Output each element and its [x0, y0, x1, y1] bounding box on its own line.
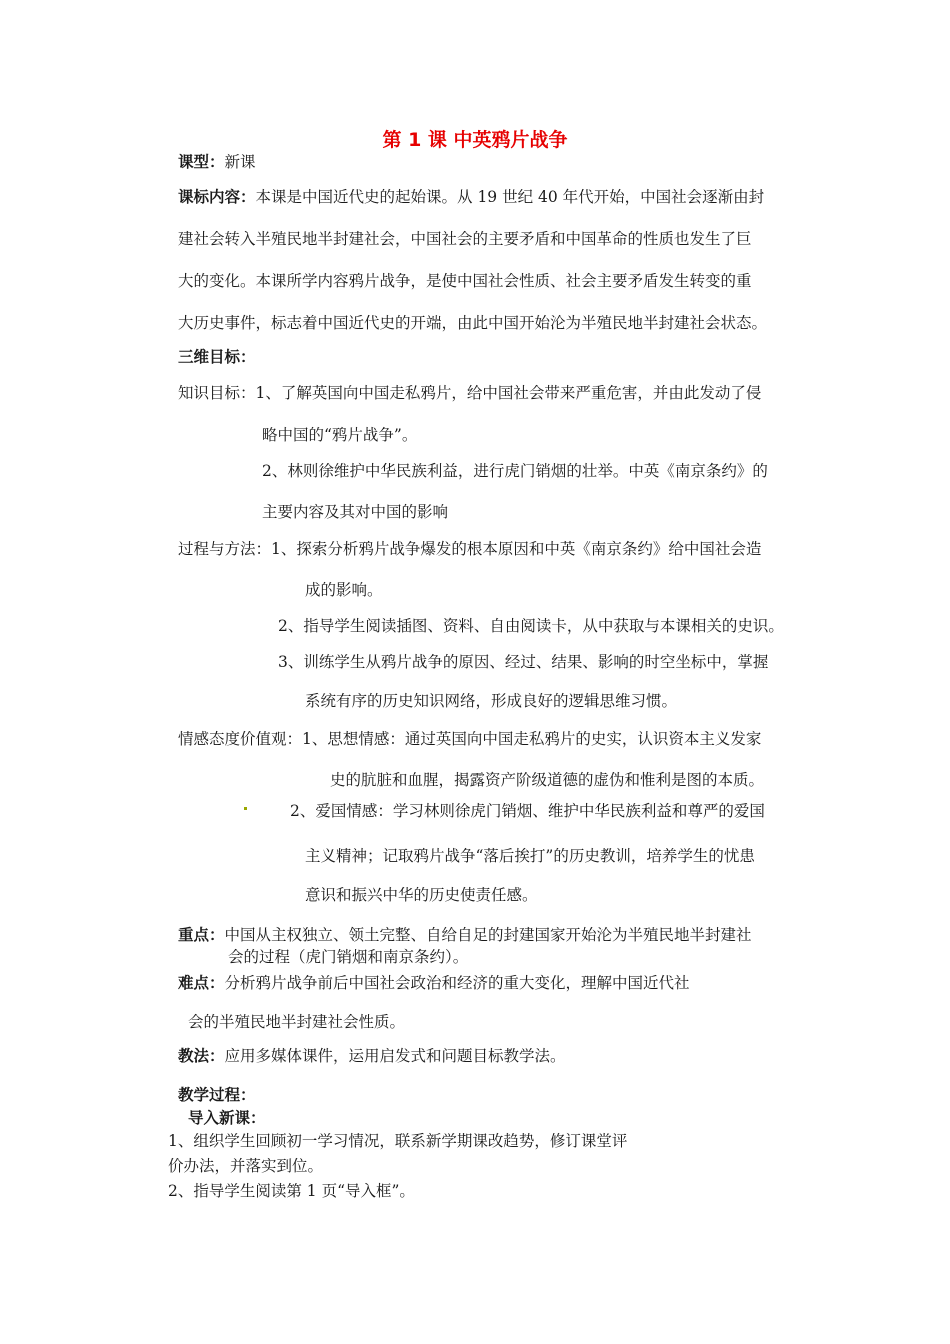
- course-type-value: 新课: [224, 153, 256, 171]
- course-type-line: [178, 152, 256, 172]
- emotion-line-5: 意识和振兴中华的历史使责任感。: [305, 886, 538, 904]
- process-line-4: 3、训练学生从鸦片战争的原因、经过、结果、影响的时空坐标中，掌握: [278, 653, 769, 671]
- curriculum-line-4: 大历史事件，标志着中国近代史的开端，由此中国开始沦为半殖民地半封建社会状态。: [178, 314, 768, 332]
- course-type-label: 课型：: [178, 152, 225, 171]
- difficulty-label: 难点：: [178, 973, 225, 992]
- process-line-2: 成的影响。: [305, 581, 383, 599]
- emotion-label: 情感态度价值观：: [178, 730, 303, 748]
- knowledge-line-4: 主要内容及其对中国的影响: [262, 503, 449, 521]
- knowledge-line-3: 2、林则徐维护中华民族利益，进行虎门销烟的壮举。中英《南京条约》的: [262, 462, 768, 480]
- key-point-line-1: [178, 925, 752, 945]
- intro-line-3: 2、指导学生阅读第 1 页“导入框”。: [168, 1182, 415, 1200]
- intro-line-2: 价办法，并落实到位。: [168, 1157, 324, 1175]
- curriculum-line-1: [178, 187, 764, 207]
- process-label: 过程与方法：: [178, 540, 272, 558]
- goals-heading: 三维目标：: [178, 347, 256, 366]
- method-label: 教法：: [178, 1046, 225, 1065]
- difficulty-line-2: 会的半殖民地半封建社会性质。: [188, 1013, 406, 1031]
- intro-heading: 导入新课：: [188, 1108, 266, 1127]
- knowledge-label: 知识目标：: [178, 384, 256, 402]
- knowledge-line-1: [178, 383, 761, 403]
- key-point-line-2: 会的过程（虎门销烟和南京条约）。: [228, 948, 469, 966]
- stray-mark: [244, 807, 247, 810]
- emotion-line-1: [178, 729, 761, 749]
- process-line-3: 2、指导学生阅读插图、资料、自由阅读卡，从中获取与本课相关的史识。: [278, 617, 784, 635]
- curriculum-line-3: 大的变化。本课所学内容鸦片战争，是使中国社会性质、社会主要矛盾发生转变的重: [178, 272, 752, 290]
- curriculum-text: 本课是中国近代史的起始课。从 19 世纪 40 年代开始，中国社会逐渐由封: [255, 188, 765, 206]
- intro-line-1: 1、组织学生回顾初一学习情况，联系新学期课改趋势，修订课堂评: [168, 1132, 628, 1150]
- curriculum-line-2: 建社会转入半殖民地半封建社会，中国社会的主要矛盾和中国革命的性质也发生了巨: [178, 230, 752, 248]
- process-line-5: 系统有序的历史知识网络，形成良好的逻辑思维习惯。: [305, 692, 678, 710]
- page-title: 第 1 课 中英鸦片战争: [382, 129, 568, 151]
- emotion-text: 1、思想情感：通过英国向中国走私鸦片的史实，认识资本主义发家: [302, 730, 762, 748]
- difficulty-line-1: [178, 973, 690, 993]
- emotion-line-2: 史的肮脏和血腥，揭露资产阶级道德的虚伪和惟利是图的本质。: [330, 771, 765, 789]
- curriculum-label: 课标内容：: [178, 187, 256, 206]
- process-line-1: [178, 539, 761, 559]
- difficulty-text: 分析鸦片战争前后中国社会政治和经济的重大变化，理解中国近代社: [224, 974, 690, 992]
- knowledge-line-2: 略中国的“鸦片战争”。: [262, 426, 418, 444]
- process-text: 1、探索分析鸦片战争爆发的根本原因和中英《南京条约》给中国社会造: [271, 540, 762, 558]
- method-line: [178, 1046, 566, 1066]
- knowledge-text: 1、了解英国向中国走私鸦片，给中国社会带来严重危害，并由此发动了侵: [255, 384, 762, 402]
- key-point-text: 中国从主权独立、领土完整、自给自足的封建国家开始沦为半殖民地半封建社: [224, 926, 752, 944]
- method-text: 应用多媒体课件，运用启发式和问题目标教学法。: [224, 1047, 566, 1065]
- emotion-line-3: 2、爱国情感：学习林则徐虎门销烟、维护中华民族利益和尊严的爱国: [290, 802, 765, 820]
- teaching-process-heading: 教学过程：: [178, 1085, 256, 1104]
- emotion-line-4: 主义精神；记取鸦片战争“落后挨打”的历史教训，培养学生的忧患: [305, 847, 755, 865]
- key-point-label: 重点：: [178, 925, 225, 944]
